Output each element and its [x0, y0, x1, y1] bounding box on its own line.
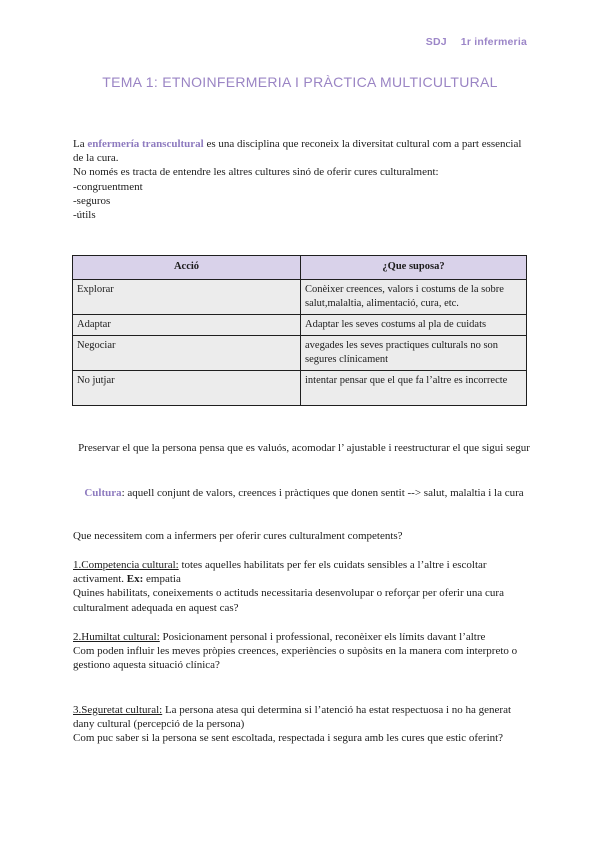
- intro-paragraph: [73, 137, 533, 222]
- example-label: Ex:: [126, 573, 144, 586]
- section-humility: 2.Humiltat cultural: Posicionament personal i professional, reconèixer els límits davant l’altre Com poden influir les meves pròpies creences, experiències o supòsits en la manera com interpreto o gestiono aquesta situació clínica?: [73, 630, 533, 673]
- table-cell: Negociar: [73, 336, 301, 371]
- table-header-meaning: ¿Que suposa?: [301, 256, 527, 280]
- highlight-term: enfermería transcultural: [87, 138, 204, 150]
- header-course: 1r infermeria: [460, 36, 527, 48]
- intro-line: La enfermería transcultural es una disciplina que reconeix la diversitat cultural com a part essencial de la cura.: [73, 138, 522, 165]
- header-initials: SDJ: [425, 36, 447, 48]
- page-header: [426, 36, 527, 48]
- culture-definition: Cultura: aquell conjunt de valors, creences i pràctiques que donen sentit --> salut, malaltia i la cura: [84, 487, 524, 499]
- section-title: 3.Seguretat cultural:: [73, 704, 163, 716]
- section-question: Com puc saber si la persona se sent escoltada, respectada i segura amb les cures que estic oferint?: [73, 732, 504, 745]
- section-question: Quines habilitats, coneixements o actituds necessitaria desenvolupar o reforçar per oferir una cura culturalment adequada en aquest cas?: [73, 587, 504, 614]
- table-row: [73, 315, 527, 336]
- highlight-term: Cultura: [84, 487, 122, 499]
- section-competence: 1.Competencia cultural: totes aquelles habilitats per fer els cuidats sensibles a l’altre i escoltar activament. Ex: empatia Quines habilitats, coneixements o actituds necessitaria desenvolupar o reforçar per oferir una cura culturalment adequada en aquest cas?: [73, 558, 533, 615]
- section-title: 2.Humiltat cultural:: [73, 631, 160, 643]
- table-cell: avegades les seves practiques culturals no son segures clínicament: [301, 336, 527, 371]
- question-line: Que necessitem com a infermers per oferir cures culturalment competents?: [73, 530, 403, 542]
- actions-table: [72, 255, 527, 406]
- table-cell: intentar pensar que el que fa l’altre es incorrecte: [301, 371, 527, 406]
- table-header-row: [73, 256, 527, 280]
- table-row: [73, 280, 527, 315]
- table-row: [73, 336, 527, 371]
- list-item: -útils: [73, 209, 96, 222]
- intro-line-2: No només es tracta de entendre les altres cultures sinó de oferir cures culturalment:: [73, 166, 439, 179]
- table-cell: Explorar: [73, 280, 301, 315]
- table-cell: Adaptar: [73, 315, 301, 336]
- list-item: -congruentment: [73, 180, 143, 193]
- table-cell: No jutjar: [73, 371, 301, 406]
- table-cell: Conèixer creences, valors i costums de la sobre salut,malaltia, alimentació, cura, etc.: [301, 280, 527, 315]
- section-title: 1.Competencia cultural:: [73, 559, 179, 571]
- table-row: [73, 371, 527, 406]
- section-safety: 3.Seguretat cultural: La persona atesa qui determina si l’atenció ha estat respectuosa i no ha generat dany cultural (percepció de la persona) Com puc saber si la persona se sent escoltada, respectada i segura amb les cures que estic oferint?: [73, 703, 533, 746]
- list-item: -seguros: [73, 194, 111, 207]
- table-header-action: Acció: [73, 256, 301, 280]
- section-question: Com poden influir les meves pròpies creences, experiències o supòsits en la manera com interpreto o gestiono aquesta situació clínica?: [73, 645, 518, 672]
- page-title: TEMA 1: ETNOINFERMERIA I PRÀCTICA MULTICULTURAL: [102, 74, 498, 90]
- table-cell: Adaptar les seves costums al pla de cuidats: [301, 315, 527, 336]
- preserve-statement: Preservar el que la persona pensa que es valuós, acomodar l’ ajustable i reestructurar el que sigui segur: [78, 442, 530, 454]
